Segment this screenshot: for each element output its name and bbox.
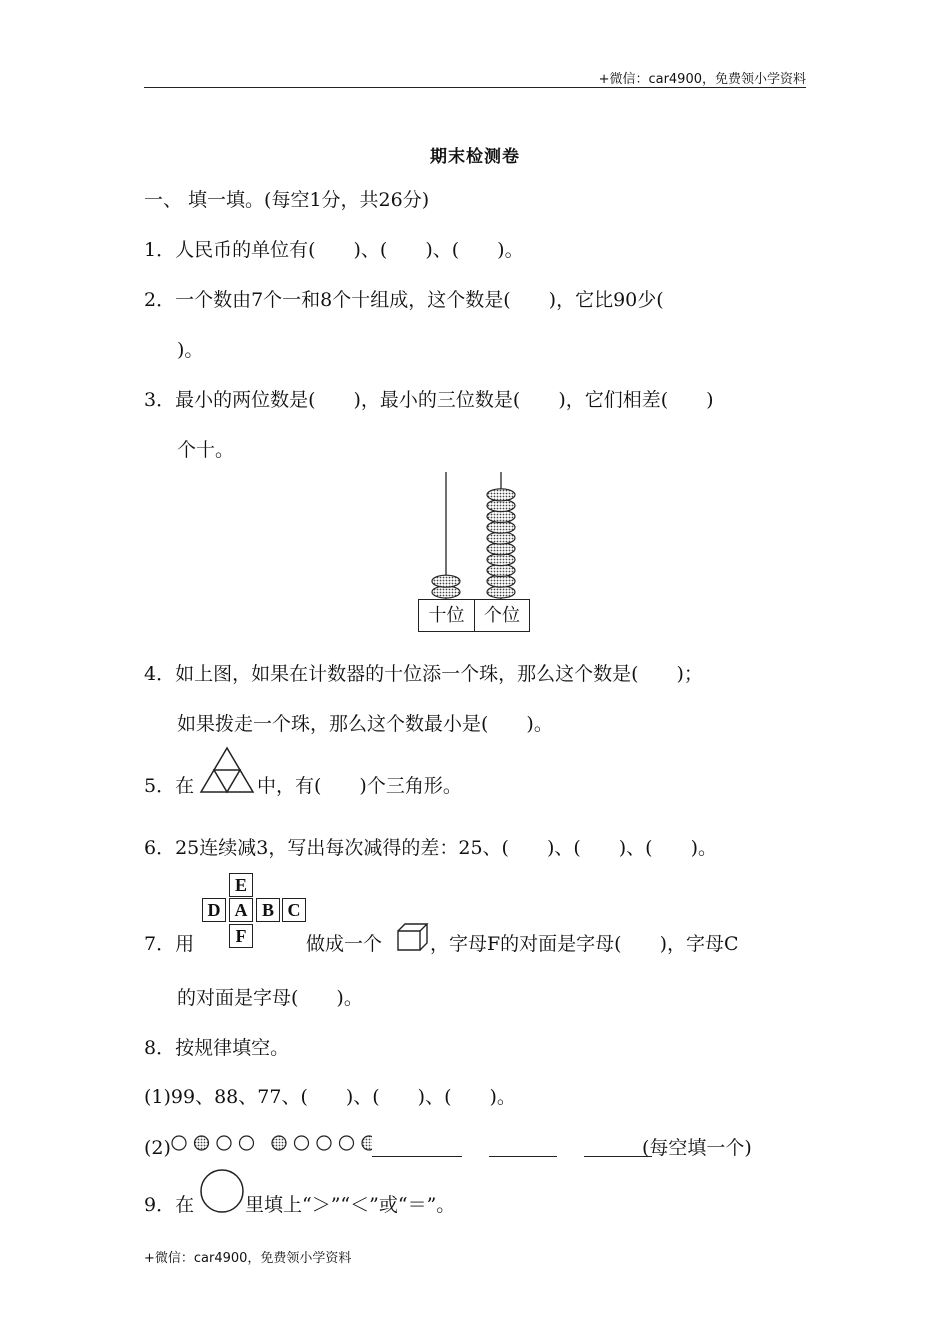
empty-circle-icon bbox=[295, 1136, 309, 1150]
question-7: ，字母F的对面是字母( )，字母C bbox=[430, 933, 739, 955]
answer-blanks bbox=[372, 1138, 652, 1161]
filled-circle-icon bbox=[272, 1136, 286, 1150]
abacus-rods bbox=[418, 468, 533, 603]
empty-circle-icon bbox=[240, 1136, 254, 1150]
question-7-mid: 做成一个 bbox=[306, 933, 383, 955]
circle-pattern bbox=[170, 1132, 372, 1154]
net-face: C bbox=[282, 898, 306, 922]
empty-circle-icon bbox=[217, 1136, 231, 1150]
ones-place-label: 个位 bbox=[474, 599, 530, 632]
question-8: 8．按规律填空。 bbox=[144, 1037, 290, 1059]
net-face: B bbox=[256, 898, 280, 922]
page-title: 期末检测卷 bbox=[430, 147, 520, 167]
net-face-bottom: F bbox=[229, 924, 253, 948]
abacus-bead bbox=[487, 489, 515, 501]
question-6: 6．25连续减3，写出每次减得的差：25、( )、( )、( )。 bbox=[144, 837, 718, 859]
filled-circle-icon bbox=[362, 1136, 372, 1150]
net-face: D bbox=[202, 898, 226, 922]
question-8-2-prefix: (2) bbox=[144, 1137, 171, 1159]
question-3-cont: 个十。 bbox=[177, 439, 235, 461]
footer-watermark: +微信：car4900，免费领小学资料 bbox=[144, 1251, 352, 1266]
header-rule bbox=[144, 87, 806, 88]
question-9: 里填上“＞”“＜”或“＝”。 bbox=[245, 1194, 456, 1216]
question-5: 中，有( )个三角形。 bbox=[257, 775, 462, 797]
net-face: A bbox=[229, 898, 253, 922]
question-8-1: (1)99、88、77、( )、( )、( )。 bbox=[144, 1086, 516, 1108]
question-4-cont: 如果拨走一个珠，那么这个数最小是( )。 bbox=[177, 713, 553, 735]
cube-icon bbox=[396, 922, 430, 952]
net-face-top: E bbox=[229, 873, 253, 897]
question-3: 3．最小的两位数是( )，最小的三位数是( )，它们相差( ) bbox=[144, 389, 714, 411]
empty-circle-icon bbox=[340, 1136, 354, 1150]
question-4: 4．如上图，如果在计数器的十位添一个珠，那么这个数是( )； bbox=[144, 663, 703, 685]
question-2: 2．一个数由7个一和8个十组成，这个数是( )，它比90少( bbox=[144, 289, 664, 311]
abacus-bead bbox=[432, 575, 460, 587]
abacus-bead bbox=[487, 510, 515, 522]
compare-circle-icon bbox=[199, 1168, 245, 1214]
question-9-prefix: 9．在 bbox=[144, 1194, 195, 1216]
question-7-cont: 的对面是字母( )。 bbox=[177, 987, 363, 1009]
empty-circle-icon bbox=[317, 1136, 331, 1150]
empty-circle-icon bbox=[172, 1136, 186, 1150]
answer-blank[interactable] bbox=[489, 1138, 557, 1157]
header-watermark: +微信：car4900，免费领小学资料 bbox=[598, 72, 806, 87]
question-1: 1．人民币的单位有( )、( )、( )。 bbox=[144, 239, 524, 261]
tens-place-label: 十位 bbox=[418, 599, 475, 632]
question-7-prefix: 7．用 bbox=[144, 933, 195, 955]
question-2-cont: )。 bbox=[177, 339, 204, 361]
triangle-figure-icon bbox=[199, 746, 255, 794]
question-8-2-note: (每空填一个) bbox=[642, 1137, 752, 1159]
question-5-prefix: 5．在 bbox=[144, 775, 195, 797]
abacus-bead bbox=[487, 564, 515, 576]
filled-circle-icon bbox=[195, 1136, 209, 1150]
section-heading: 一、 填一填。(每空1分，共26分) bbox=[144, 189, 430, 211]
answer-blank[interactable] bbox=[372, 1138, 462, 1157]
